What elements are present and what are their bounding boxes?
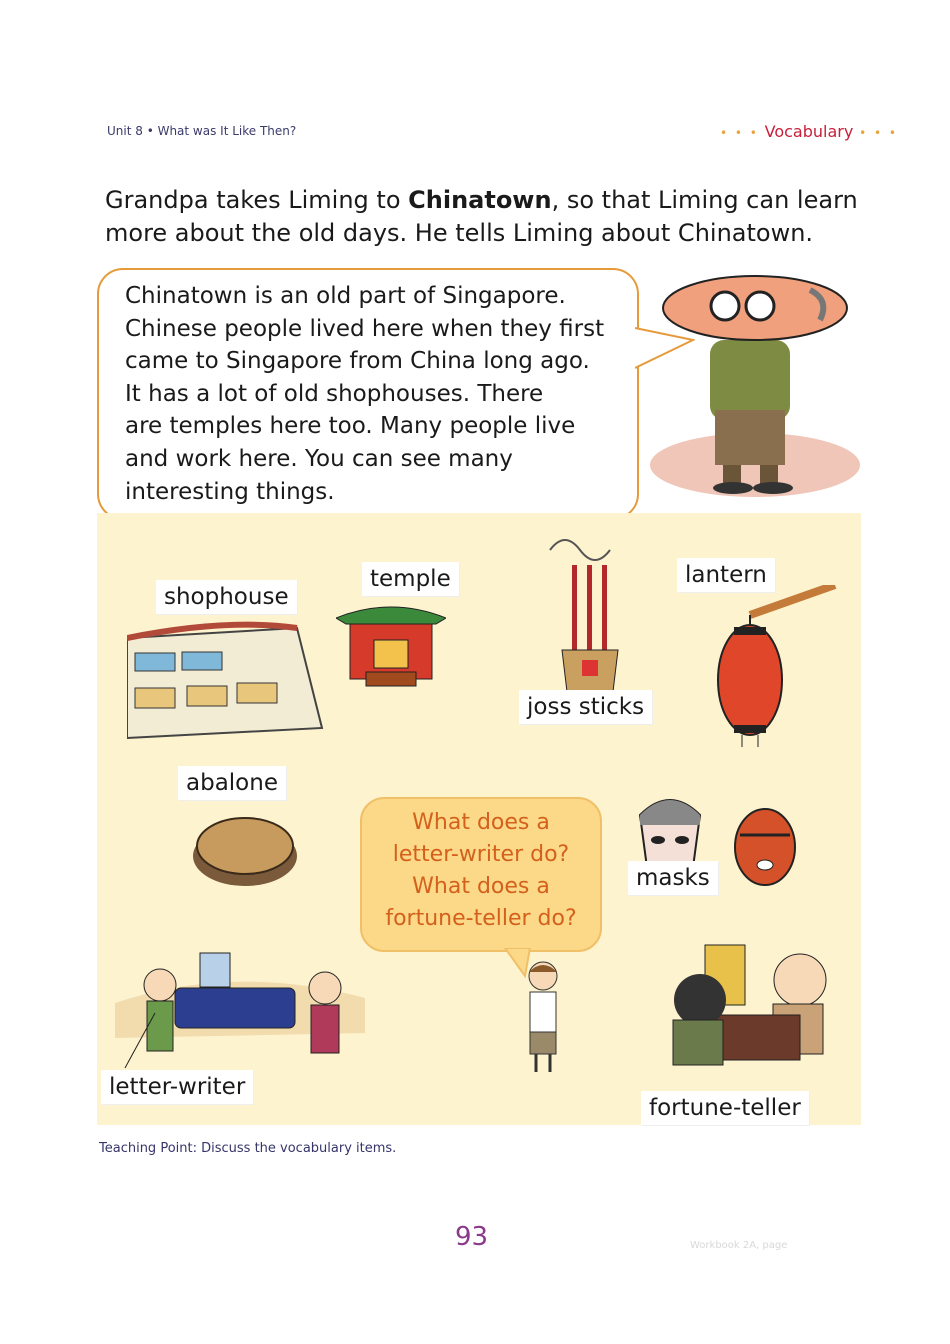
letter-writer-illustration — [115, 943, 365, 1078]
lantern-illustration — [710, 585, 840, 750]
question-line: fortune-teller do? — [385, 906, 577, 931]
temple-illustration — [336, 600, 446, 695]
abalone-illustration — [190, 808, 300, 888]
speech-line: Chinatown is an old part of Singapore. — [125, 283, 566, 309]
unit-title: Unit 8 • What was It Like Then? — [107, 124, 297, 138]
intro-paragraph — [105, 184, 865, 250]
speech-line: Chinese people lived here when they first — [125, 315, 605, 342]
temple-label: temple — [362, 562, 459, 596]
intro-text-after: , so that Liming can learn more about the old days. He tells Liming about Chinatown. — [105, 186, 858, 247]
joss-sticks-illustration — [530, 530, 640, 710]
intro-text-before: Grandpa takes Liming to — [105, 186, 409, 214]
joss-sticks-label: joss sticks — [519, 690, 652, 724]
speech-line: interesting things. — [125, 478, 335, 505]
speech-line: are temples here too. Many people live — [125, 413, 576, 440]
question-bubble — [360, 797, 602, 952]
decorative-dots: • • • — [719, 126, 765, 140]
question-line: What does a — [412, 810, 550, 835]
section-label: Vocabulary — [764, 122, 854, 141]
grandpa-speech-bubble — [97, 268, 639, 520]
shophouse-label: shophouse — [156, 580, 297, 614]
abalone-label: abalone — [178, 766, 286, 800]
intro-keyword: Chinatown — [408, 186, 552, 214]
teaching-point: Teaching Point: Discuss the vocabulary items. — [99, 1141, 397, 1156]
masks-label: masks — [628, 861, 718, 895]
boy-illustration — [518, 960, 568, 1080]
section-title — [720, 122, 898, 141]
speech-line: It has a lot of old shophouses. There — [125, 380, 544, 407]
grandpa-illustration — [615, 270, 865, 510]
speech-line: came to Singapore from China long ago. — [125, 348, 590, 375]
letter-writer-label: letter-writer — [101, 1070, 253, 1104]
lantern-label: lantern — [677, 558, 775, 592]
shophouse-illustration — [127, 618, 327, 753]
decorative-dots: • • • — [853, 126, 898, 140]
fortune-teller-illustration — [655, 940, 845, 1090]
speech-line: and work here. You can see many — [125, 445, 513, 472]
question-line: letter-writer do? — [392, 842, 570, 867]
question-line: What does a — [412, 874, 550, 899]
fortune-teller-label: fortune-teller — [641, 1091, 809, 1125]
workbook-reference: Workbook 2A, page — [690, 1240, 788, 1251]
page-number: 93 — [455, 1222, 489, 1252]
